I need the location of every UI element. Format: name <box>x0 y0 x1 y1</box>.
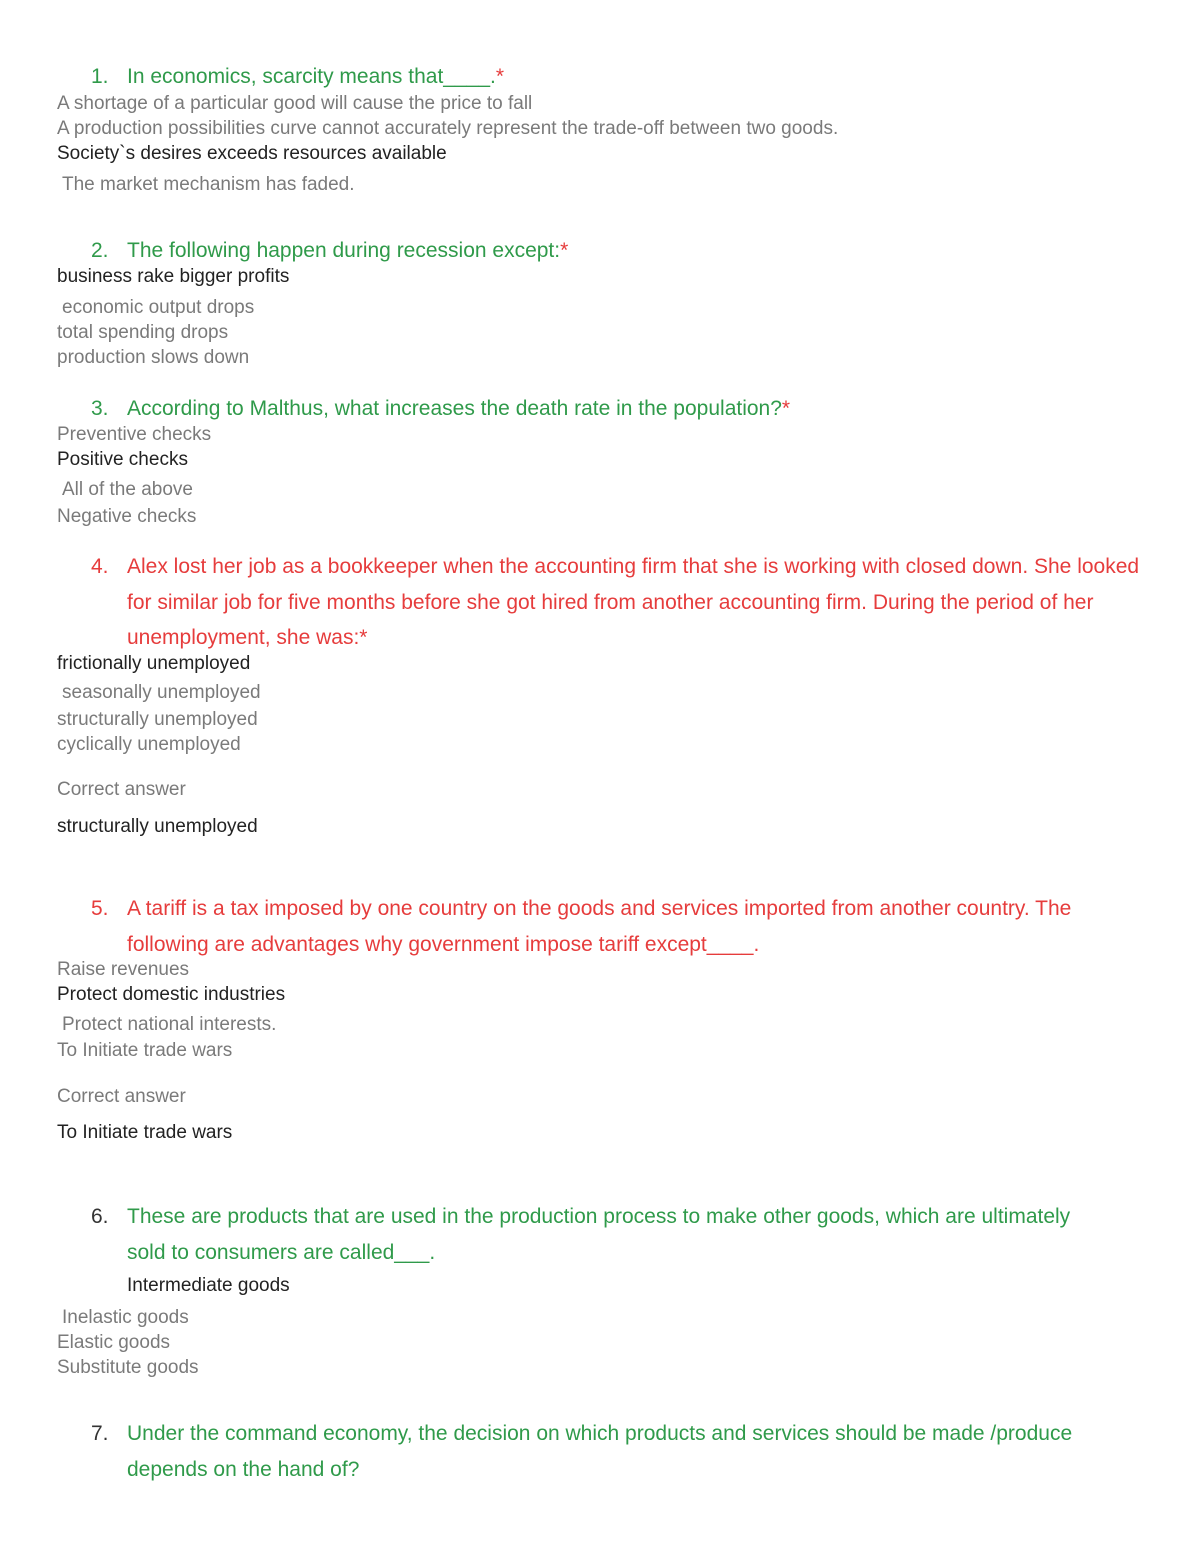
correct-answer: structurally unemployed <box>57 816 258 837</box>
question-number: 2. <box>91 239 109 262</box>
option: Elastic goods <box>57 1332 171 1353</box>
option-selected: Positive checks <box>57 449 188 470</box>
question-1 <box>91 59 1160 95</box>
option: Protect national interests. <box>62 1014 277 1035</box>
question-7 <box>91 1416 1105 1487</box>
option: cyclically unemployed <box>57 734 241 755</box>
question-number: 6. <box>91 1205 109 1228</box>
question-number: 7. <box>91 1422 109 1445</box>
option-selected: frictionally unemployed <box>57 653 251 674</box>
question-6 <box>91 1199 1100 1270</box>
option: Preventive checks <box>57 424 212 445</box>
option: The market mechanism has faded. <box>62 174 355 195</box>
option: All of the above <box>62 479 193 500</box>
option: production slows down <box>57 347 250 368</box>
required-star: * <box>560 239 569 262</box>
question-text: In economics, scarcity means that____.* <box>127 65 505 88</box>
correct-answer-label: Correct answer <box>57 779 186 800</box>
question-number: 5. <box>91 897 109 920</box>
question-number: 1. <box>91 65 109 88</box>
option: Inelastic goods <box>62 1307 189 1328</box>
required-star: * <box>495 65 505 88</box>
option: Raise revenues <box>57 959 190 980</box>
option: To Initiate trade wars <box>57 1040 233 1061</box>
question-text: A tariff is a tax imposed by one country on the goods and services imported from another country. The following are advantages why government impose tariff except____. <box>127 897 1072 956</box>
option: Substitute goods <box>57 1357 199 1378</box>
question-text: These are products that are used in the production process to make other goods, which are ultimately sold to consumers are called___. <box>127 1205 1071 1264</box>
option: A shortage of a particular good will cause the price to fall <box>57 93 533 114</box>
required-star: * <box>359 626 368 649</box>
question-3 <box>91 391 1160 427</box>
question-4 <box>91 549 1150 656</box>
option: A production possibilities curve cannot accurately represent the trade-off between two goods. <box>57 118 839 139</box>
question-number: 4. <box>91 555 109 578</box>
option-selected: Society`s desires exceeds resources available <box>57 143 447 164</box>
option: Negative checks <box>57 506 197 527</box>
question-number: 3. <box>91 397 109 420</box>
option: seasonally unemployed <box>62 682 261 703</box>
option: economic output drops <box>62 297 255 318</box>
question-text: The following happen during recession except:* <box>127 239 569 262</box>
option: total spending drops <box>57 322 229 343</box>
question-5 <box>91 891 1155 962</box>
correct-answer-label: Correct answer <box>57 1086 186 1107</box>
question-2 <box>91 233 1160 269</box>
option-selected: business rake bigger profits <box>57 266 290 287</box>
option: structurally unemployed <box>57 709 258 730</box>
question-text: Under the command economy, the decision on which products and services should be made /produce depends on the hand of? <box>127 1422 1073 1481</box>
option-selected: Protect domestic industries <box>57 984 286 1005</box>
correct-answer: To Initiate trade wars <box>57 1122 233 1143</box>
option-selected: Intermediate goods <box>127 1275 290 1296</box>
question-text: According to Malthus, what increases the death rate in the population?* <box>127 397 791 420</box>
required-star: * <box>781 397 791 420</box>
question-text: Alex lost her job as a bookkeeper when the accounting firm that she is working with closed down. She looked for similar job for five months before she got hired from another accounting firm. During the period of her unemployment, she was:* <box>127 555 1140 649</box>
